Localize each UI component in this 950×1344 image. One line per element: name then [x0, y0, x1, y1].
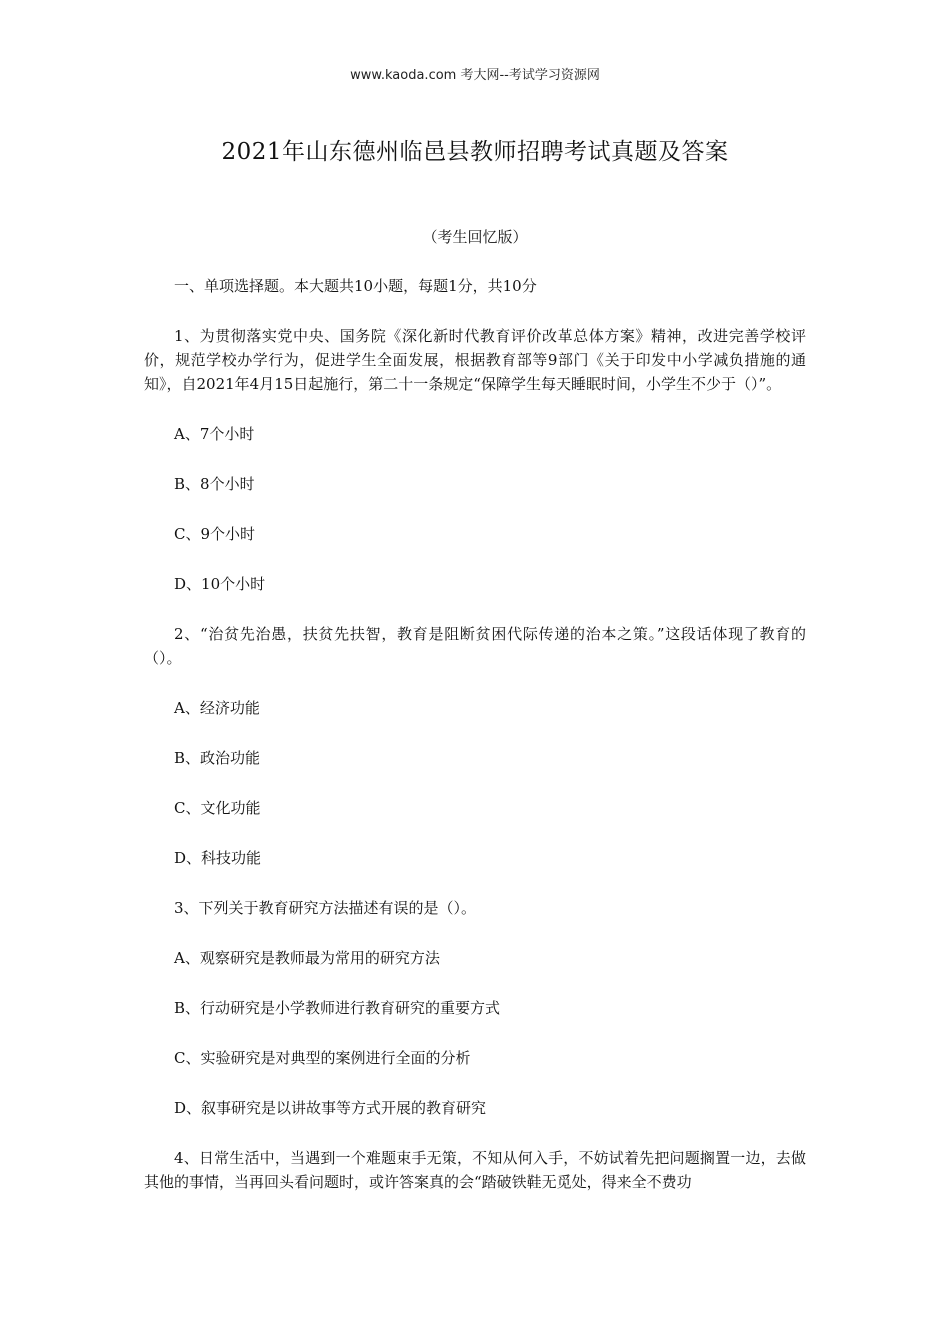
option-d: D、科技功能: [174, 849, 262, 867]
document-subtitle: （考生回忆版）: [422, 228, 528, 246]
option-a: A、经济功能: [174, 699, 260, 717]
question-stem: 1、为贯彻落实党中央、国务院《深化新时代教育评价改革总体方案》精神，改进完善学校评价，规范学校办学行为，促进学生全面发展，根据教育部等9部门《关于印发中小学减负措施的通知》，自2021年4月15日起施行，第二十一条规定“保障学生每天睡眠时间，小学生不少于（）”。: [144, 327, 806, 393]
question-stem: 3、下列关于教育研究方法描述有误的是（）。: [174, 899, 477, 917]
option-b: B、行动研究是小学教师进行教育研究的重要方式: [174, 999, 501, 1017]
option-b: B、8个小时: [174, 475, 255, 493]
option-b: B、政治功能: [174, 749, 261, 767]
section-heading: 一、单项选择题。本大题共10小题，每题1分，共10分: [174, 277, 537, 295]
document-body: [144, 274, 806, 1220]
question-stem: 2、“治贫先治愚，扶贫先扶智，教育是阻断贫困代际传递的治本之策。”这段话体现了教育的（）。: [144, 625, 806, 667]
question-stem: 4、日常生活中，当遇到一个难题束手无策，不知从何入手，不妨试着先把问题搁置一边，去做其他的事情，当再回头看问题时，或许答案真的会“踏破铁鞋无觅处，得来全不费功: [144, 1149, 806, 1191]
page-header: www.kaoda.com 考大网--考试学习资源网: [350, 68, 600, 83]
option-c: C、9个小时: [174, 525, 256, 543]
option-a: A、7个小时: [174, 425, 255, 443]
option-c: C、文化功能: [174, 799, 261, 817]
option-c: C、实验研究是对典型的案例进行全面的分析: [174, 1049, 471, 1067]
document-title: 2021年山东德州临邑县教师招聘考试真题及答案: [221, 139, 729, 165]
option-d: D、叙事研究是以讲故事等方式开展的教育研究: [174, 1099, 487, 1117]
option-d: D、10个小时: [174, 575, 266, 593]
option-a: A、观察研究是教师最为常用的研究方法: [174, 949, 440, 967]
